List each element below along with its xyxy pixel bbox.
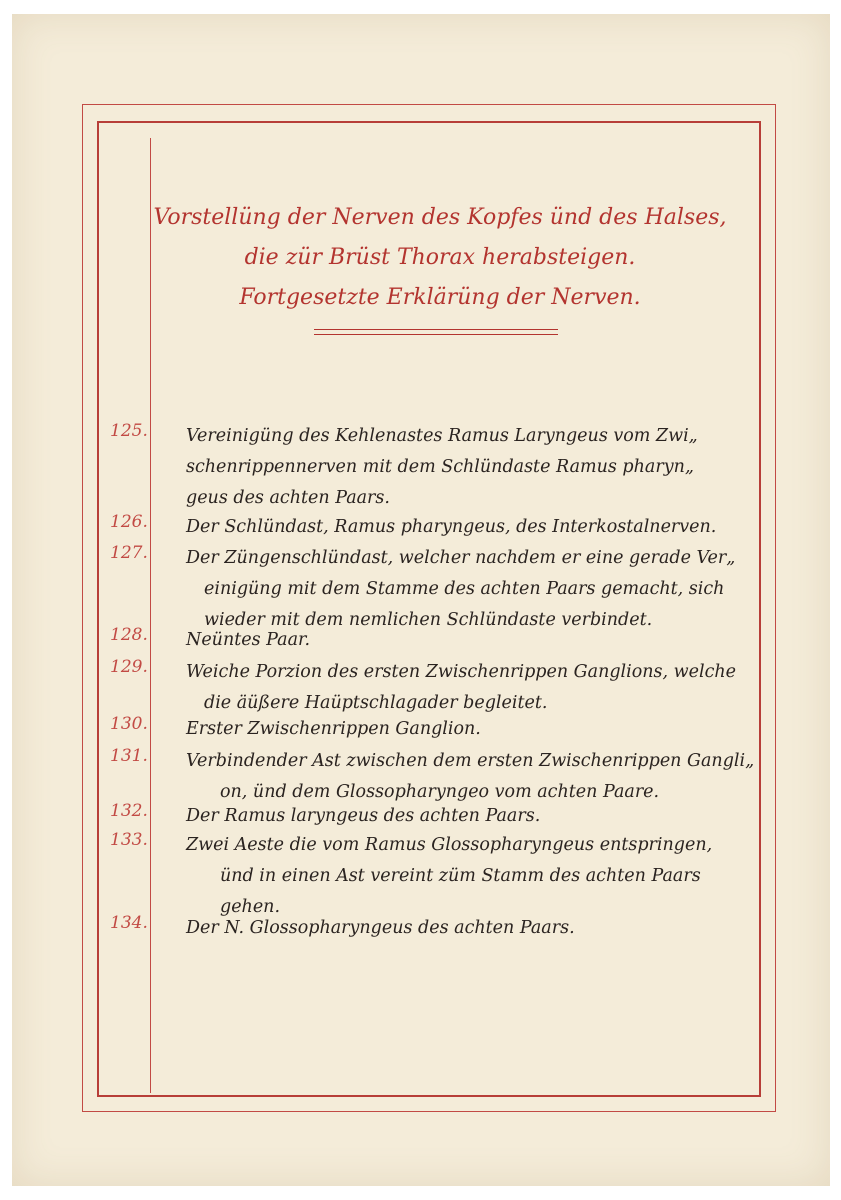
entry-text	[186, 830, 761, 923]
entry-line: Der Schlündast, Ramus pharyngeus, des Interkostalnerven.	[186, 517, 717, 537]
entry-line: gehen.	[220, 897, 281, 917]
entry-line: Weiche Porzion des ersten Zwischenrippen Ganglions, welche	[186, 662, 737, 682]
entry-line: Neüntes Paar.	[186, 630, 311, 650]
title-line-1: Vorstellüng der Nerven des Kopfes ünd des Halses,	[153, 205, 727, 230]
entry-number: 126.	[110, 512, 148, 532]
entry-text	[186, 421, 761, 514]
entry-number: 129.	[110, 657, 148, 677]
entry-number: 128.	[110, 625, 148, 645]
entry-line: wieder mit dem nemlichen Schlündaste verbindet.	[204, 610, 653, 630]
title-underline-second	[314, 334, 558, 335]
entry-line: die äüßere Haüptschlagader begleitet.	[204, 693, 548, 713]
entry-line: schenrippennerven mit dem Schlündaste Ramus pharyn„	[186, 457, 694, 477]
entry-text	[186, 801, 761, 832]
entry-number: 131.	[110, 746, 148, 766]
entry-line: Verbindender Ast zwischen dem ersten Zwischenrippen Gangli„	[186, 751, 755, 771]
entry-line: Erster Zwischenrippen Ganglion.	[186, 719, 481, 739]
entry-line: on, ünd dem Glossopharyngeo vom achten Paare.	[220, 782, 660, 802]
entry-line: Vereinigüng des Kehlenastes Ramus Laryngeus vom Zwi„	[186, 426, 698, 446]
entry-text	[186, 657, 761, 719]
title-line-2: die zür Brüst Thorax herabsteigen.	[244, 245, 636, 270]
title-line-3: Fortgesetzte Erklärüng der Nerven.	[239, 285, 641, 310]
entry-number: 132.	[110, 801, 148, 821]
entry-number: 127.	[110, 543, 148, 563]
entry-line: ünd in einen Ast vereint züm Stamm des achten Paars	[220, 866, 701, 886]
entry-line: Der Ramus laryngeus des achten Paars.	[186, 806, 541, 826]
entry-line: Der N. Glossopharyngeus des achten Paars.	[186, 918, 575, 938]
entry-number: 133.	[110, 830, 148, 850]
title-underline	[314, 329, 558, 330]
entry-text	[186, 543, 761, 636]
entry-number: 125.	[110, 421, 148, 441]
entry-text	[186, 913, 761, 944]
entry-text	[186, 625, 761, 656]
entry-line: Zwei Aeste die vom Ramus Glossopharyngeus entspringen,	[186, 835, 713, 855]
entry-text	[186, 714, 761, 745]
entry-text	[186, 746, 761, 808]
entry-line: einigüng mit dem Stamme des achten Paars gemacht, sich	[204, 579, 725, 599]
entry-number: 134.	[110, 913, 148, 933]
entry-text	[186, 512, 761, 543]
entry-line: Der Züngenschlündast, welcher nachdem er eine gerade Ver„	[186, 548, 736, 568]
page-title	[140, 198, 740, 318]
entry-line: geus des achten Paars.	[186, 488, 390, 508]
entry-number: 130.	[110, 714, 148, 734]
